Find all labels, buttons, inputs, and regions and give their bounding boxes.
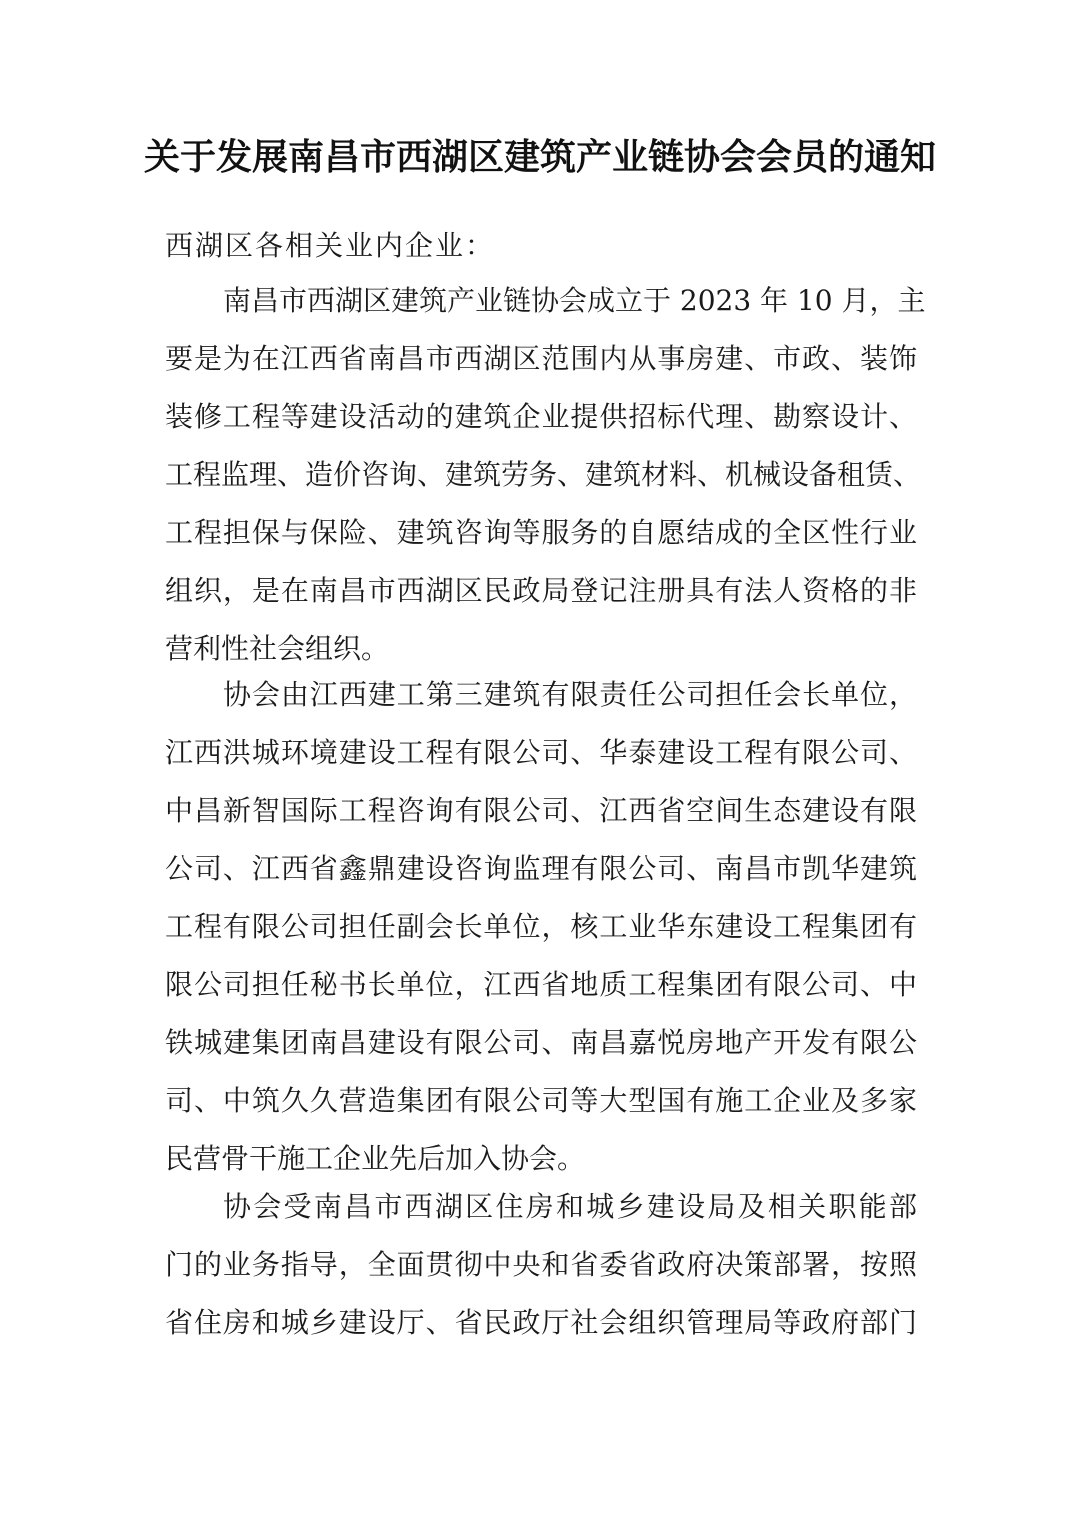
paragraph-line: 民营骨干施工企业先后加入协会。 [165, 1142, 586, 1175]
paragraph-line: 省住房和城乡建设厅、省民政厅社会组织管理局等政府部门 [165, 1306, 917, 1339]
paragraph-line: 公司、江西省鑫鼎建设咨询监理有限公司、南昌市凯华建筑 [165, 852, 917, 885]
paragraph-line: 营利性社会组织。 [165, 632, 390, 665]
paragraph-line: 工程有限公司担任副会长单位，核工业华东建设工程集团有 [165, 910, 917, 943]
paragraph-line: 中昌新智国际工程咨询有限公司、江西省空间生态建设有限 [165, 794, 917, 827]
paragraph-line: 司、中筑久久营造集团有限公司等大型国有施工企业及多家 [165, 1084, 917, 1117]
paragraph-line: 工程担保与保险、建筑咨询等服务的自愿结成的全区性行业 [165, 516, 917, 549]
paragraph-line: 铁城建集团南昌建设有限公司、南昌嘉悦房地产开发有限公 [165, 1026, 917, 1059]
document-title: 关于发展南昌市西湖区建筑产业链协会会员的通知 [143, 137, 936, 178]
paragraph-line: 协会由江西建工第三建筑有限责任公司担任会长单位， [223, 678, 917, 711]
paragraph-line: 南昌市西湖区建筑产业链协会成立于 2023 年 10 月，主 [223, 284, 926, 317]
paragraph-line: 限公司担任秘书长单位，江西省地质工程集团有限公司、中 [165, 968, 917, 1001]
paragraph-line: 组织，是在南昌市西湖区民政局登记注册具有法人资格的非 [165, 574, 917, 607]
paragraph-guidance [165, 1178, 917, 1352]
paragraph-line: 装修工程等建设活动的建筑企业提供招标代理、勘察设计、 [165, 400, 917, 433]
paragraph-founding [165, 272, 926, 678]
paragraph-members [165, 666, 917, 1188]
paragraph-line: 协会受南昌市西湖区住房和城乡建设局及相关职能部 [223, 1190, 917, 1223]
paragraph-line: 江西洪城环境建设工程有限公司、华泰建设工程有限公司、 [165, 736, 917, 769]
paragraph-line: 工程监理、造价咨询、建筑劳务、建筑材料、机械设备租赁、 [165, 458, 922, 491]
paragraph-line: 要是为在江西省南昌市西湖区范围内从事房建、市政、装饰 [165, 342, 917, 375]
paragraph-line: 门的业务指导，全面贯彻中央和省委省政府决策部署，按照 [165, 1248, 917, 1281]
document-greeting: 西湖区各相关业内企业： [165, 229, 496, 262]
